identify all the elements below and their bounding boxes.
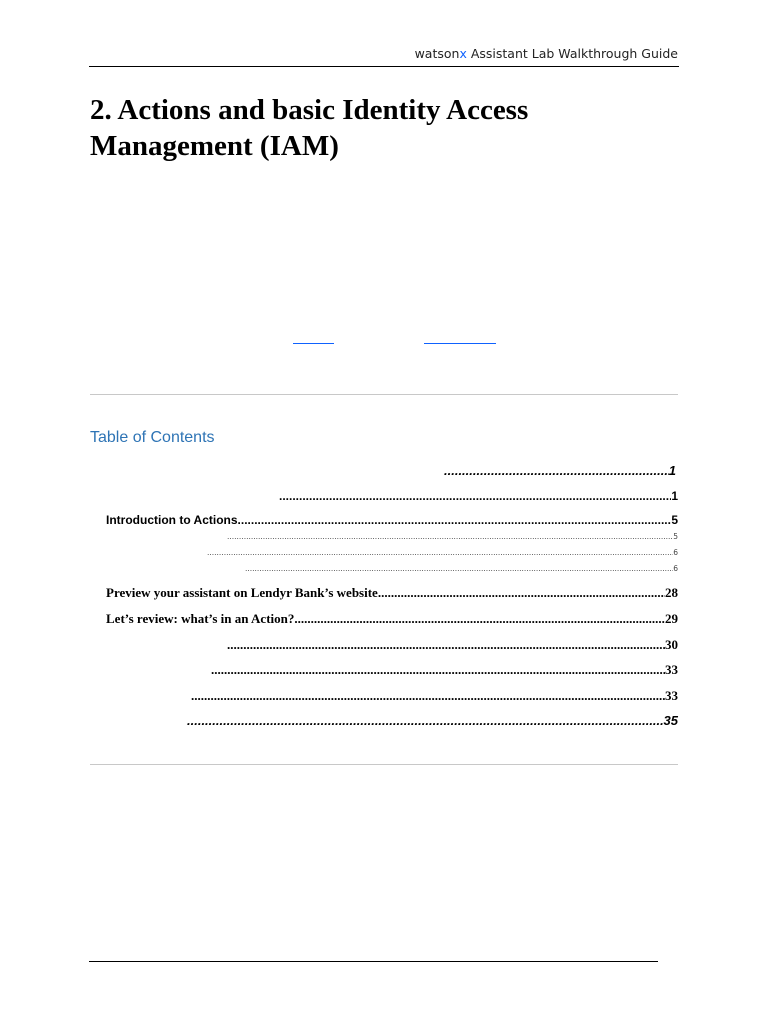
toc-page-number: 1 bbox=[668, 463, 676, 478]
dot-leader bbox=[227, 637, 665, 653]
toc-page-number: 6 bbox=[673, 548, 678, 557]
toc-page-number: 29 bbox=[665, 611, 678, 626]
toc-page-number: 33 bbox=[665, 662, 678, 677]
toc-entry[interactable] bbox=[211, 662, 678, 678]
section-divider bbox=[90, 764, 678, 765]
toc-heading: Table of Contents bbox=[90, 429, 215, 446]
dot-leader bbox=[279, 489, 671, 503]
toc-entry[interactable] bbox=[245, 564, 678, 573]
toc-page-number: 35 bbox=[663, 713, 678, 728]
toc-entry[interactable]: Preview your assistant on Lendyr Bank’s website ..... 28 bbox=[106, 585, 678, 601]
toc-page-number: 33 bbox=[665, 688, 678, 703]
hyperlink-underline[interactable] bbox=[293, 343, 334, 344]
dot-leader bbox=[294, 611, 665, 627]
section-divider bbox=[90, 394, 678, 395]
brand-accent: x bbox=[459, 46, 467, 61]
header-divider bbox=[89, 66, 679, 67]
toc-entry[interactable] bbox=[187, 713, 678, 728]
dot-leader bbox=[245, 564, 673, 573]
dot-leader bbox=[238, 513, 672, 527]
toc-entry[interactable] bbox=[279, 489, 678, 503]
dot-leader bbox=[378, 585, 665, 601]
brand-prefix: watson bbox=[414, 46, 460, 61]
footer-divider bbox=[89, 961, 658, 962]
toc-page-number: 1 bbox=[671, 489, 678, 503]
toc-page-number: 6 bbox=[673, 564, 678, 573]
toc-entry[interactable] bbox=[227, 637, 678, 653]
guide-title: Assistant Lab Walkthrough Guide bbox=[466, 46, 678, 61]
dot-leader bbox=[227, 532, 673, 541]
toc-page-number: 30 bbox=[665, 637, 678, 652]
dot-leader bbox=[207, 548, 673, 557]
toc-page-number: 28 bbox=[665, 585, 678, 600]
dot-leader bbox=[187, 713, 664, 728]
page-title: 2. Actions and basic Identity Access Management (IAM) bbox=[90, 94, 529, 162]
toc-entry[interactable] bbox=[207, 548, 678, 557]
toc-entry[interactable]: Let’s review: what’s in an Action? ..... 29 bbox=[106, 611, 678, 627]
toc-entry[interactable] bbox=[227, 532, 678, 541]
toc-entry[interactable]: Introduction to Actions ..... 5 bbox=[106, 513, 678, 527]
dot-leader bbox=[191, 688, 665, 704]
toc-entry[interactable] bbox=[444, 463, 676, 478]
toc-page-number: 5 bbox=[673, 532, 678, 541]
hyperlink-underline[interactable] bbox=[424, 343, 496, 344]
toc-entry[interactable] bbox=[191, 688, 678, 704]
toc-page-number: 5 bbox=[671, 513, 678, 527]
running-header bbox=[415, 46, 678, 61]
dot-leader bbox=[211, 662, 665, 678]
dot-leader bbox=[444, 463, 669, 478]
